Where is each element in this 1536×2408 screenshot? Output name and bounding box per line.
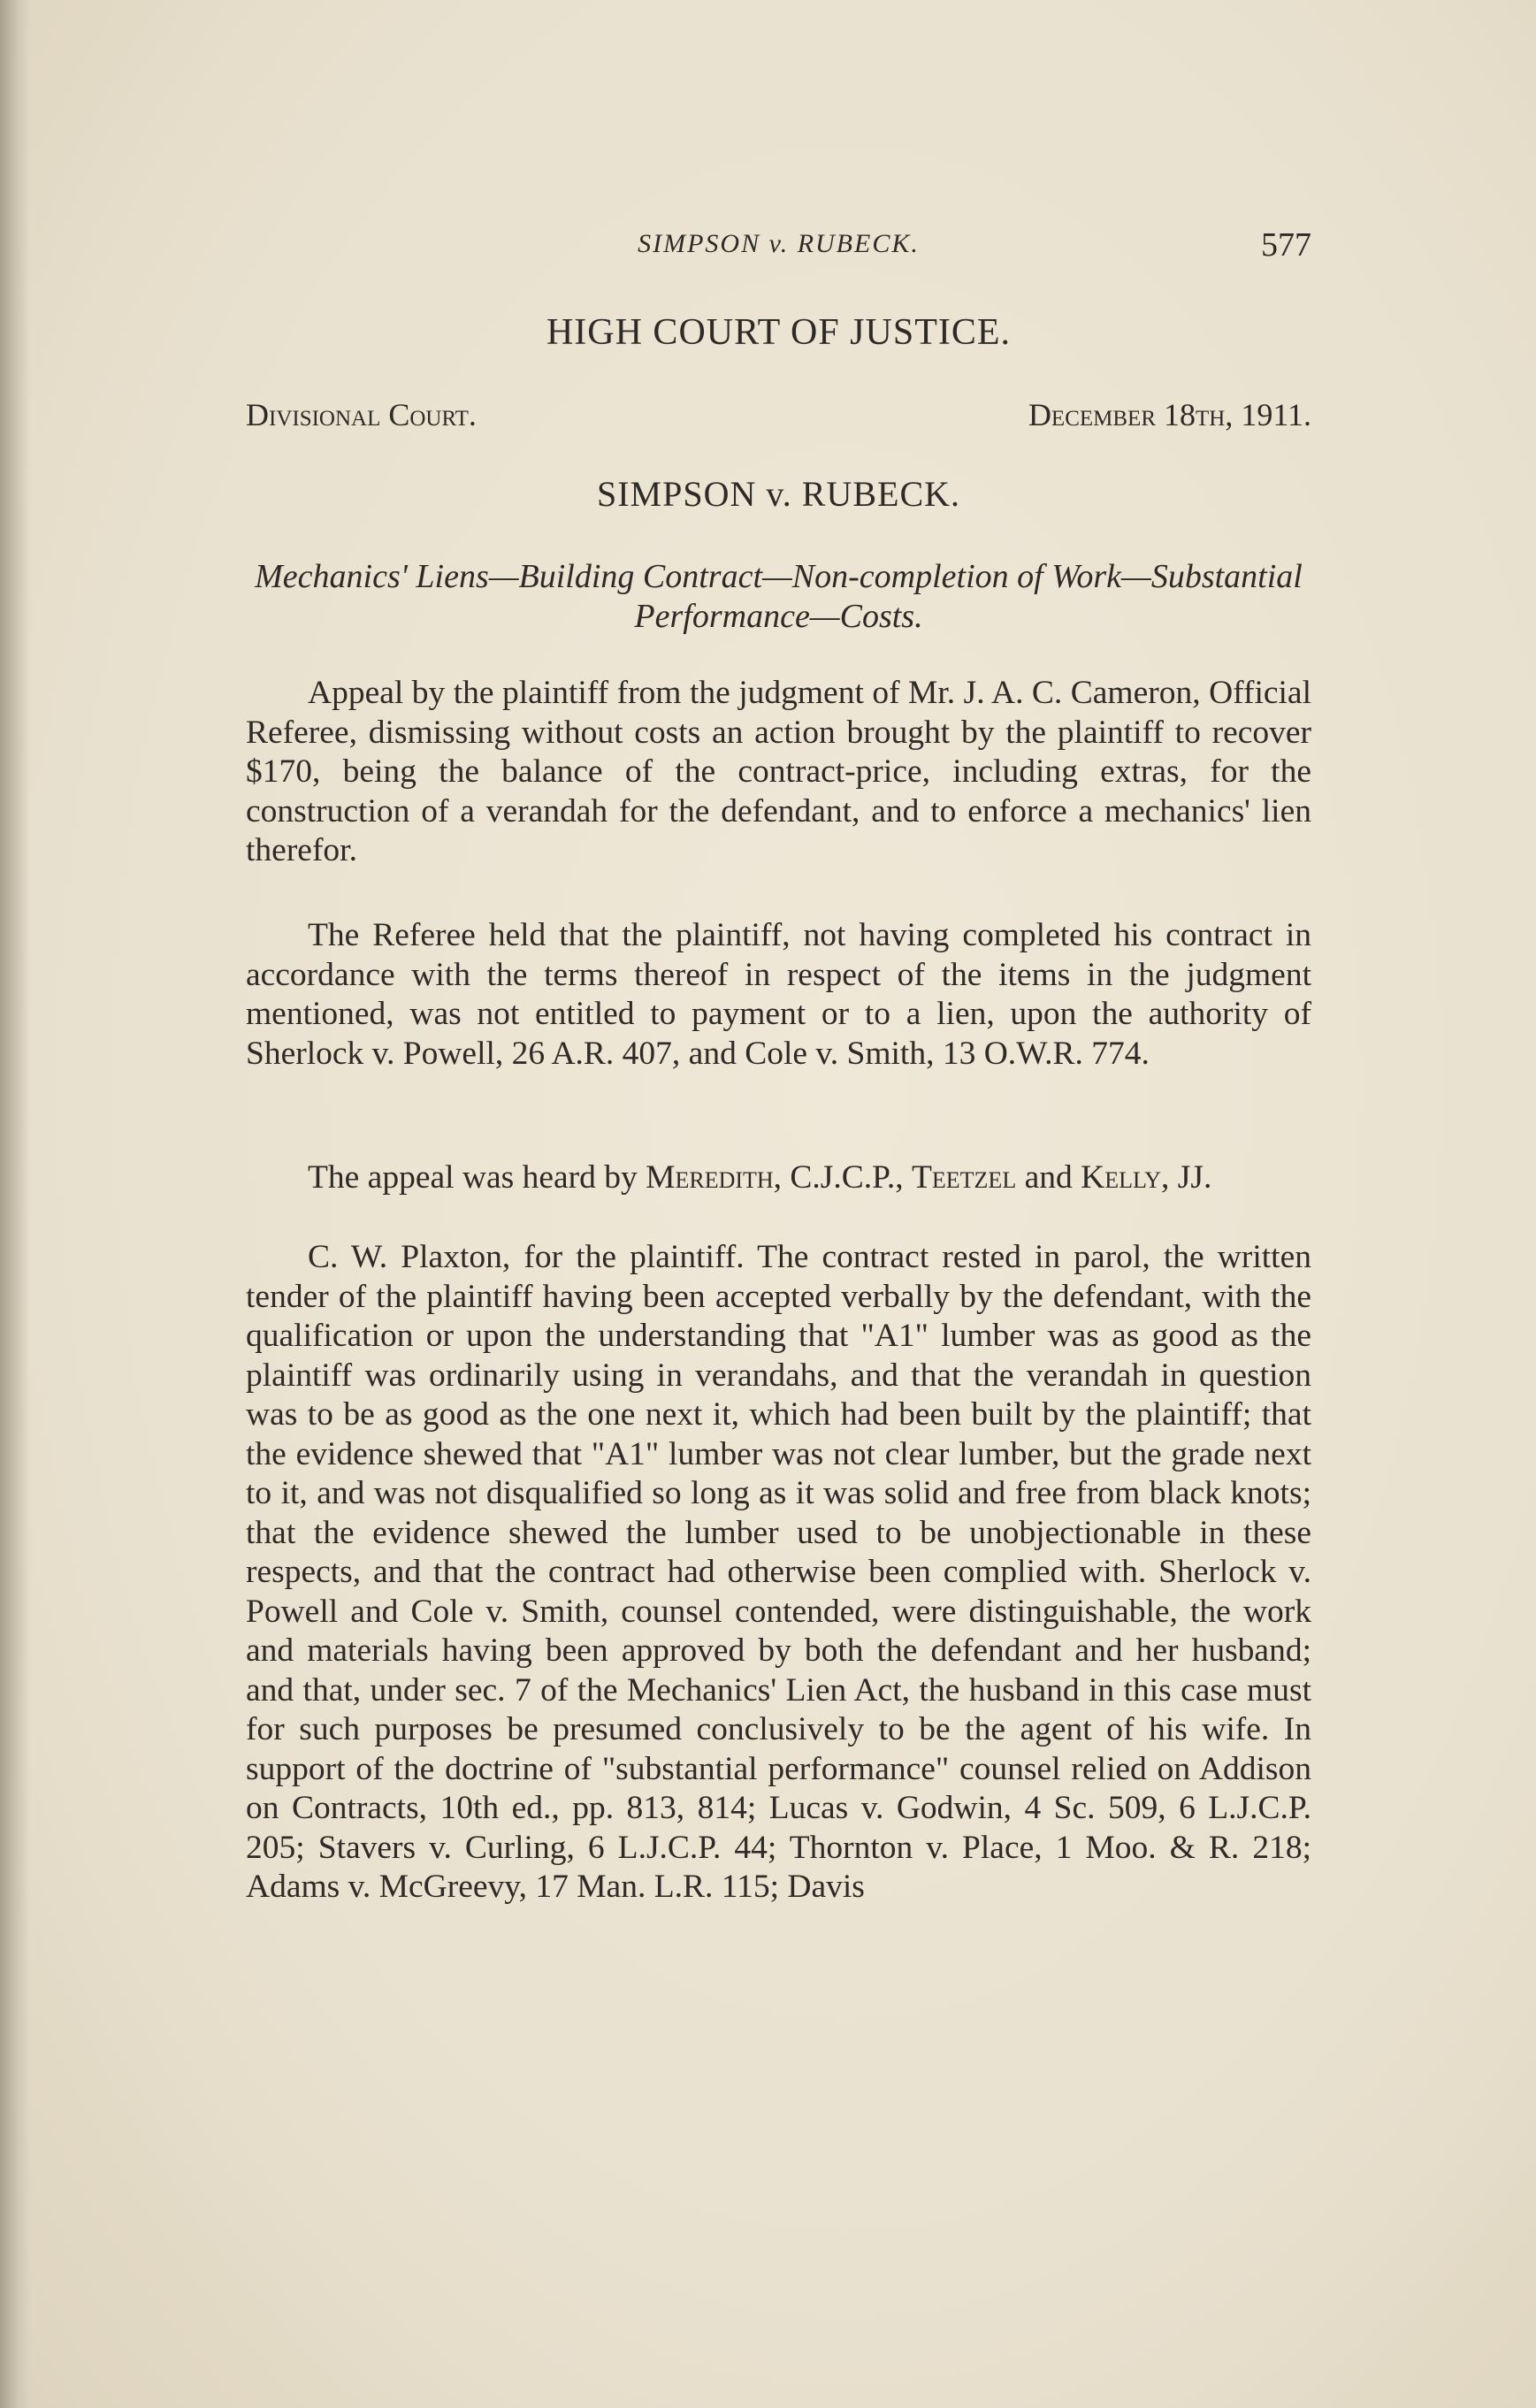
referee-holding-paragraph: The Referee held that the plaintiff, not having completed his contract in accordance with the terms thereof in respect of the items in the judgment mentioned, was not entitled to payment or to a lien, upon the authority of Sherlock v. Powell, 26 A.R. 407, and Cole v. Smith, 13 O.W.R. 774. <box>246 917 1311 1072</box>
heard-by-suffix: , JJ. <box>1161 1159 1212 1196</box>
heard-by-mid2: and <box>1024 1159 1073 1196</box>
page-number: 577 <box>1261 226 1311 264</box>
page-gutter-shadow <box>0 0 30 2408</box>
case-title: SIMPSON v. RUBECK. <box>596 474 961 514</box>
heard-by-mid1: , C.J.C.P., <box>773 1159 904 1196</box>
judge-meredith: Meredith <box>646 1159 774 1196</box>
heard-by-prefix: The appeal was heard by <box>308 1159 638 1196</box>
headnote: Mechanics' Liens—Building Contract—Non-completion of Work—Substantial Performance—Costs. <box>255 558 1303 635</box>
appeal-statement-paragraph: Appeal by the plaintiff from the judgment of Mr. J. A. C. Cameron, Official Referee, dismissing without costs an action brought by the plaintiff to recover $170, being the balance of the contract-price, including extras, for the construction of a verandah for the defendant, and to enforce a mechanics' lien therefor. <box>246 675 1311 868</box>
judge-teetzel: Teetzel <box>912 1159 1017 1196</box>
court-name: Divisional Court. <box>246 397 477 432</box>
running-head <box>246 226 1311 270</box>
court-title: HIGH COURT OF JUSTICE. <box>546 312 1012 353</box>
counsel-argument-paragraph: C. W. Plaxton, for the plaintiff. The contract rested in parol, the written tender of the plaintiff having been accepted verbally by the defendant, with the qualification or upon the understanding that "A1" lumber was as good as the plaintiff was ordinarily using in verandahs, and that the verandah in question was to be as good as the one next it, which had been built by the plaintiff; that the evidence shewed that "A1" lumber was not clear lumber, but the grade next to it, and was not disqualified so long as it was solid and free from black knots; that the evidence shewed the lumber used to be unobjectionable in these respects, and that the contract had otherwise been complied with. Sherlock v. Powell and Cole v. Smith, counsel contended, were distinguishable, the work and materials having been approved by both the defendant and her husband; and that, under sec. 7 of the Mechanics' Lien Act, the husband in this case must for such purposes be presumed conclusively to be the agent of his wife. In support of the doctrine of "substantial performance" counsel relied on Addison on Contracts, 10th ed., pp. 813, 814; Lucas v. Godwin, 4 Sc. 509, 6 L.J.C.P. 205; Stavers v. Curling, 6 L.J.C.P. 44; Thornton v. Place, 1 Moo. & R. 218; Adams v. McGreevy, 17 Man. L.R. 115; Davis <box>246 1239 1311 1905</box>
judgment-date: December 18th, 1911. <box>1028 397 1311 432</box>
judge-kelly: Kelly <box>1081 1159 1162 1196</box>
heard-by-paragraph <box>246 1158 1311 1198</box>
running-head-title: SIMPSON v. RUBECK. <box>638 229 920 258</box>
